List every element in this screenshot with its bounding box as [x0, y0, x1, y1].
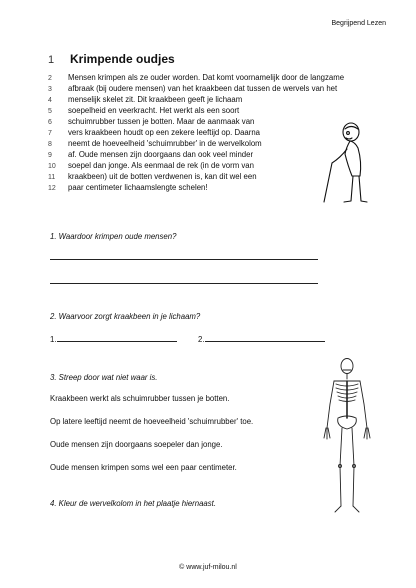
old-man-illustration: [318, 118, 378, 208]
line-number: 7: [48, 130, 52, 137]
statement[interactable]: Op latere leeftijd neemt de hoeveelheid 'schuimrubber' toe.: [50, 417, 254, 426]
line-text: soepel dan jonge. Als eenmaal de rek (in de vorm van: [68, 161, 254, 170]
text-line: [48, 73, 378, 84]
answer-field-1[interactable]: [50, 334, 177, 344]
question-4: 4. Kleur de wervelkolom in het plaatje hiernaast.: [50, 499, 216, 508]
line-number: 8: [48, 141, 52, 148]
answer-line-2[interactable]: [50, 283, 318, 284]
answer-number: 1.: [50, 335, 57, 344]
line-number: 9: [48, 152, 52, 159]
line-number: 2: [48, 75, 52, 82]
line-number: 6: [48, 119, 52, 126]
line-number: 10: [48, 163, 56, 170]
text-line: [48, 95, 378, 106]
line-number: 5: [48, 108, 52, 115]
header-label: Begrijpend Lezen: [331, 20, 386, 27]
line-number: 11: [48, 174, 56, 181]
question-1: 1. Waardoor krimpen oude mensen?: [50, 232, 177, 241]
line-number: 12: [48, 185, 56, 192]
question-2: 2. Waarvoor zorgt kraakbeen in je lichaam?: [50, 312, 201, 321]
line-text: afbraak (bij oudere mensen) van het kraakbeen dat tussen de wervels van het: [68, 84, 338, 93]
footer[interactable]: © www.juf-milou.nl: [179, 564, 237, 571]
line-text: vers kraakbeen houdt op een zekere leeftijd op. Daarna: [68, 128, 261, 137]
line-text: kraakbeen) uit de botten verdwenen is, kan dit wel een: [68, 172, 257, 181]
line-text: soepelheid en veerkracht. Het werkt als een soort: [68, 106, 240, 115]
title-line-number: 1: [48, 54, 55, 66]
line-text: schuimrubber tussen je botten. Maar de aanmaak van: [68, 117, 255, 126]
line-text: neemt de hoeveelheid 'schuimrubber' in de wervelkolom: [68, 139, 262, 148]
question-3: 3. Streep door wat niet waar is.: [50, 373, 158, 382]
answer-line-1[interactable]: [50, 259, 318, 260]
answer-blank[interactable]: [205, 334, 325, 342]
line-text: paar centimeter lichaamslengte schelen!: [68, 183, 208, 192]
line-number: 3: [48, 86, 52, 93]
answer-field-2[interactable]: [198, 334, 325, 344]
answer-blank[interactable]: [57, 334, 177, 342]
text-line: [48, 106, 378, 117]
line-text: af. Oude mensen zijn doorgaans dan ook veel minder: [68, 150, 254, 159]
text-line: [48, 84, 378, 95]
page-title: Krimpende oudjes: [70, 52, 175, 66]
line-number: 4: [48, 97, 52, 104]
answer-number: 2.: [198, 335, 205, 344]
line-text: Mensen krimpen als ze ouder worden. Dat komt voornamelijk door de langzame: [68, 73, 345, 82]
title-row: [48, 52, 175, 66]
statement[interactable]: Kraakbeen werkt als schuimrubber tussen je botten.: [50, 394, 230, 403]
statement[interactable]: Oude mensen krimpen soms wel een paar centimeter.: [50, 463, 237, 472]
statement[interactable]: Oude mensen zijn doorgaans soepeler dan jonge.: [50, 440, 223, 449]
skeleton-illustration[interactable]: [322, 356, 372, 531]
line-text: menselijk skelet zit. Dit kraakbeen geeft je lichaam: [68, 95, 243, 104]
